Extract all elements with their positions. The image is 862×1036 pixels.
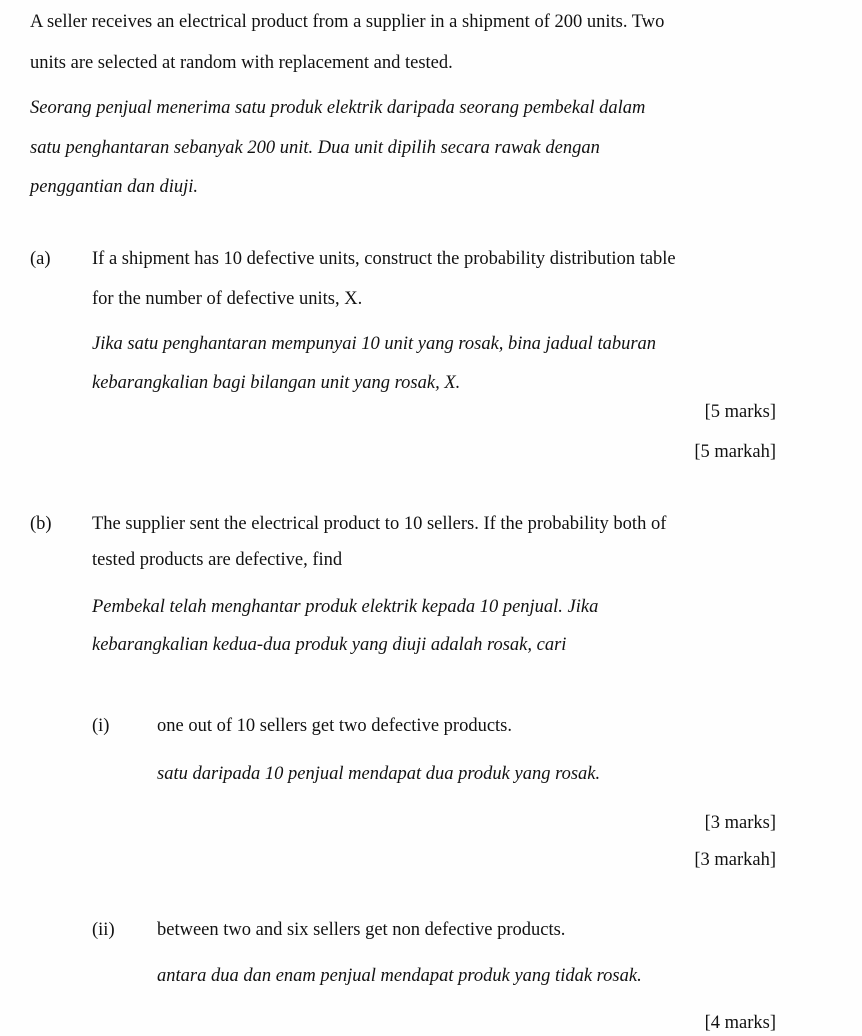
- sub-i-marks-ms: [3 markah]: [694, 850, 776, 870]
- sub-ii-en: between two and six sellers get non defective products.: [157, 920, 566, 940]
- part-b-ms-line-2: kebarangkalian kedua-dua produk yang diuji adalah rosak, cari: [92, 635, 567, 655]
- sub-i-marks-en: [3 marks]: [704, 813, 776, 833]
- part-b-label: (b): [30, 514, 52, 534]
- sub-i-ms: satu daripada 10 penjual mendapat dua produk yang rosak.: [157, 764, 601, 784]
- sub-i-label: (i): [92, 716, 110, 736]
- part-a-label: (a): [30, 249, 51, 269]
- sub-i-en: one out of 10 sellers get two defective products.: [157, 716, 512, 736]
- part-b-en-line-2: tested products are defective, find: [92, 550, 343, 570]
- intro-ms-line-1: Seorang penjual menerima satu produk elektrik daripada seorang pembekal dalam: [30, 98, 646, 118]
- part-a-ms-line-1: Jika satu penghantaran mempunyai 10 unit yang rosak, bina jadual taburan: [92, 334, 657, 354]
- part-b-en-line-1: The supplier sent the electrical product to 10 sellers. If the probability both of: [92, 514, 667, 534]
- intro-ms-line-2: satu penghantaran sebanyak 200 unit. Dua unit dipilih secara rawak dengan: [30, 138, 600, 158]
- part-a-marks-en: [5 marks]: [704, 402, 776, 422]
- intro-en-line-1: A seller receives an electrical product from a supplier in a shipment of 200 units. Two: [30, 12, 665, 32]
- part-b-ms-line-1: Pembekal telah menghantar produk elektrik kepada 10 penjual. Jika: [92, 597, 599, 617]
- part-a-ms-line-2: kebarangkalian bagi bilangan unit yang rosak, X.: [92, 373, 461, 393]
- sub-ii-ms: antara dua dan enam penjual mendapat produk yang tidak rosak.: [157, 966, 642, 986]
- intro-ms-line-3: penggantian dan diuji.: [30, 177, 199, 197]
- sub-ii-label: (ii): [92, 920, 115, 940]
- sub-ii-marks-en: [4 marks]: [704, 1013, 776, 1033]
- part-a-en-line-1: If a shipment has 10 defective units, construct the probability distribution table: [92, 249, 676, 269]
- part-a-marks-ms: [5 markah]: [694, 442, 776, 462]
- part-a-en-line-2: for the number of defective units, X.: [92, 289, 363, 309]
- intro-en-line-2: units are selected at random with replacement and tested.: [30, 53, 453, 73]
